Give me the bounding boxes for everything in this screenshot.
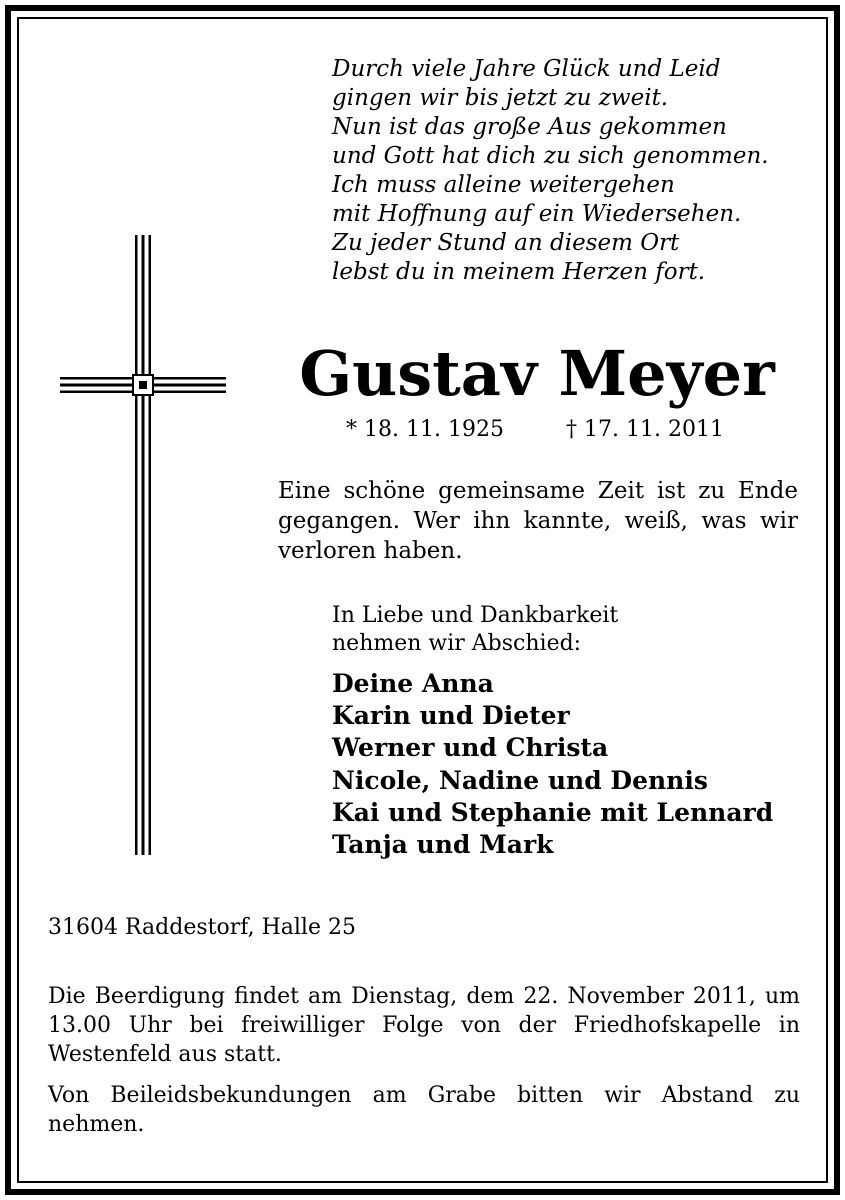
poem-line: Zu jeder Stund an diesem Ort <box>332 230 680 256</box>
death-date: † 17. 11. 2011 <box>566 417 724 442</box>
poem-line: lebst du in meinem Herzen fort. <box>332 259 706 285</box>
poem-line: mit Hoffnung auf ein Wiedersehen. <box>332 201 742 227</box>
poem-line: gingen wir bis jetzt zu zweit. <box>332 85 669 111</box>
mourner-name: Karin und Dieter <box>332 701 570 731</box>
condolences-notice: Von Beileidsbekundungen am Grabe bitten wir Abstand zu nehmen. <box>48 1083 800 1137</box>
birth-date: * 18. 11. 1925 <box>346 417 504 442</box>
mourner-name: Deine Anna <box>332 669 494 698</box>
mourners-list <box>332 668 802 861</box>
farewell-text <box>332 602 752 658</box>
deceased-name: Gustav Meyer <box>299 337 775 410</box>
poem-line: Nun ist das große Aus gekommen <box>332 114 727 140</box>
mourner-name: Nicole, Nadine und Dennis <box>332 765 708 795</box>
mourner-name: Tanja und Mark <box>332 830 554 860</box>
poem-line: Ich muss alleine weitergehen <box>332 172 675 198</box>
poem <box>332 55 812 287</box>
funeral-notice: Die Beerdigung findet am Dienstag, dem 22. November 2011, um 13.00 Uhr bei freiwilliger Folge von der Friedhofskapelle in Westenfeld aus statt. <box>48 984 800 1067</box>
poem-line: Durch viele Jahre Glück und Leid <box>332 56 721 82</box>
mourner-name: Werner und Christa <box>332 733 609 763</box>
memorial-message: Eine schöne gemeinsame Zeit ist zu Ende gegangen. Wer ihn kannte, weiß, was wir verloren haben. <box>278 478 798 564</box>
farewell-line: nehmen wir Abschied: <box>332 631 582 656</box>
poem-line: und Gott hat dich zu sich genommen. <box>332 143 769 169</box>
address: 31604 Raddestorf, Halle 25 <box>48 915 356 940</box>
mourner-name: Kai und Stephanie mit Lennard <box>332 797 774 827</box>
cross-icon <box>60 235 226 855</box>
farewell-line: In Liebe und Dankbarkeit <box>332 603 619 628</box>
